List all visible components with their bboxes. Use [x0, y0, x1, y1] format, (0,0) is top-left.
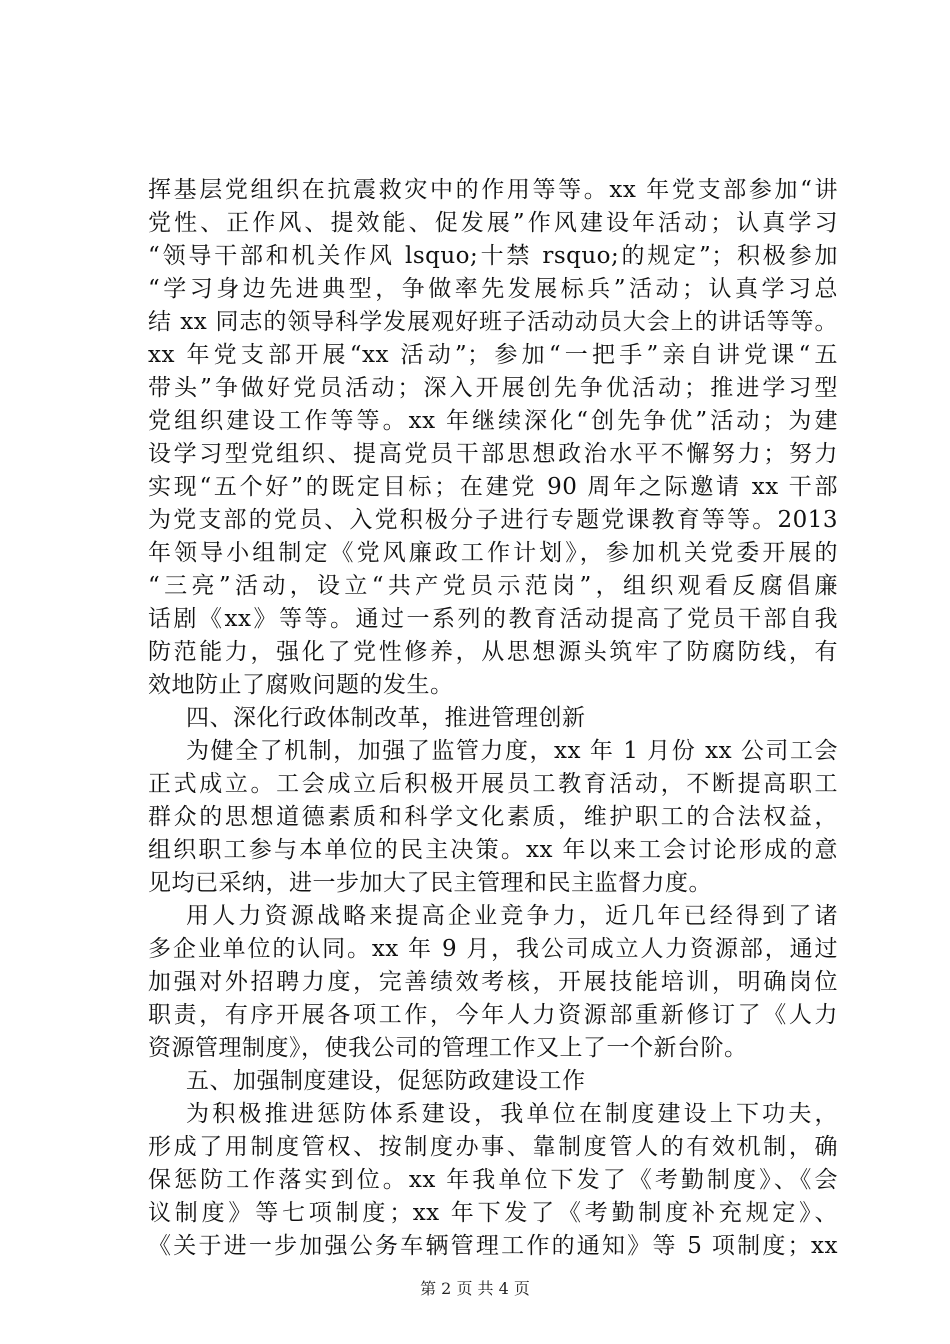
- text-line: 带头”争做好党员活动；深入开展创先争优活动；推进学习型: [148, 375, 838, 401]
- section-heading: 五、加强制度建设，促惩防政建设工作: [186, 1068, 586, 1094]
- text-line: 正式成立。工会成立后积极开展员工教育活动，不断提高职工: [148, 771, 838, 797]
- text-line: 见均已采纳，进一步加大了民主管理和民主监督力度。: [148, 870, 712, 896]
- section-heading: 四、深化行政体制改革，推进管理创新: [186, 705, 586, 731]
- text-line: 加强对外招聘力度，完善绩效考核，开展技能培训，明确岗位: [148, 969, 838, 995]
- page-footer: 第 2 页 共 4 页: [420, 1279, 530, 1298]
- text-line: 多企业单位的认同。xx 年 9 月，我公司成立人力资源部，通过: [148, 936, 838, 962]
- text-line: 实现“五个好”的既定目标；在建党 90 周年之际邀请 xx 干部: [148, 474, 838, 500]
- text-line: 为健全了机制，加强了监管力度，xx 年 1 月份 xx 公司工会: [186, 738, 838, 764]
- text-line: 群众的思想道德素质和科学文化素质，维护职工的合法权益，: [148, 804, 838, 830]
- text-line: 组织职工参与本单位的民主决策。xx 年以来工会讨论形成的意: [148, 837, 838, 863]
- text-line: 议制度》等七项制度；xx 年下发了《考勤制度补充规定》、: [148, 1200, 838, 1226]
- text-line: 年领导小组制定《党风廉政工作计划》，参加机关党委开展的: [148, 540, 838, 566]
- text-line: 挥基层党组织在抗震救灾中的作用等等。xx 年党支部参加“讲: [148, 177, 838, 203]
- text-line: 效地防止了腐败问题的发生。: [148, 672, 454, 698]
- text-line: 保惩防工作落实到位。xx 年我单位下发了《考勤制度》、《会: [148, 1167, 838, 1193]
- text-line: 设学习型党组织、提高党员干部思想政治水平不懈努力；努力: [148, 441, 838, 467]
- text-line: 党性、正作风、提效能、促发展”作风建设年活动；认真学习: [148, 210, 838, 236]
- text-line: 党组织建设工作等等。xx 年继续深化“创先争优”活动；为建: [148, 408, 838, 434]
- text-line: 《关于进一步加强公务车辆管理工作的通知》等 5 项制度；xx: [148, 1233, 838, 1259]
- text-line: 为积极推进惩防体系建设，我单位在制度建设上下功夫，: [186, 1101, 838, 1127]
- text-line: 职责，有序开展各项工作，今年人力资源部重新修订了《人力: [148, 1002, 838, 1028]
- text-line: 资源管理制度》，使我公司的管理工作又上了一个新台阶。: [148, 1035, 748, 1061]
- text-line: 形成了用制度管权、按制度办事、靠制度管人的有效机制，确: [148, 1134, 838, 1160]
- text-line: 防范能力，强化了党性修养，从思想源头筑牢了防腐防线，有: [148, 639, 838, 665]
- text-line: 结 xx 同志的领导科学发展观好班子活动动员大会上的讲话等等。: [148, 309, 838, 335]
- text-line: “三亮”活动，设立“共产党员示范岗”，组织观看反腐倡廉: [148, 573, 838, 599]
- text-line: xx 年党支部开展“xx 活动”；参加“一把手”亲自讲党课“五: [148, 342, 838, 368]
- text-line: “领导干部和机关作风 lsquo;十禁 rsquo;的规定”；积极参加: [148, 243, 838, 269]
- text-line: 用人力资源战略来提高企业竞争力，近几年已经得到了诸: [186, 903, 838, 929]
- text-line: 为党支部的党员、入党积极分子进行专题党课教育等等。2013: [148, 507, 838, 533]
- text-line: 话剧《xx》等等。通过一系列的教育活动提高了党员干部自我: [148, 606, 838, 632]
- text-line: “学习身边先进典型，争做率先发展标兵”活动；认真学习总: [148, 276, 838, 302]
